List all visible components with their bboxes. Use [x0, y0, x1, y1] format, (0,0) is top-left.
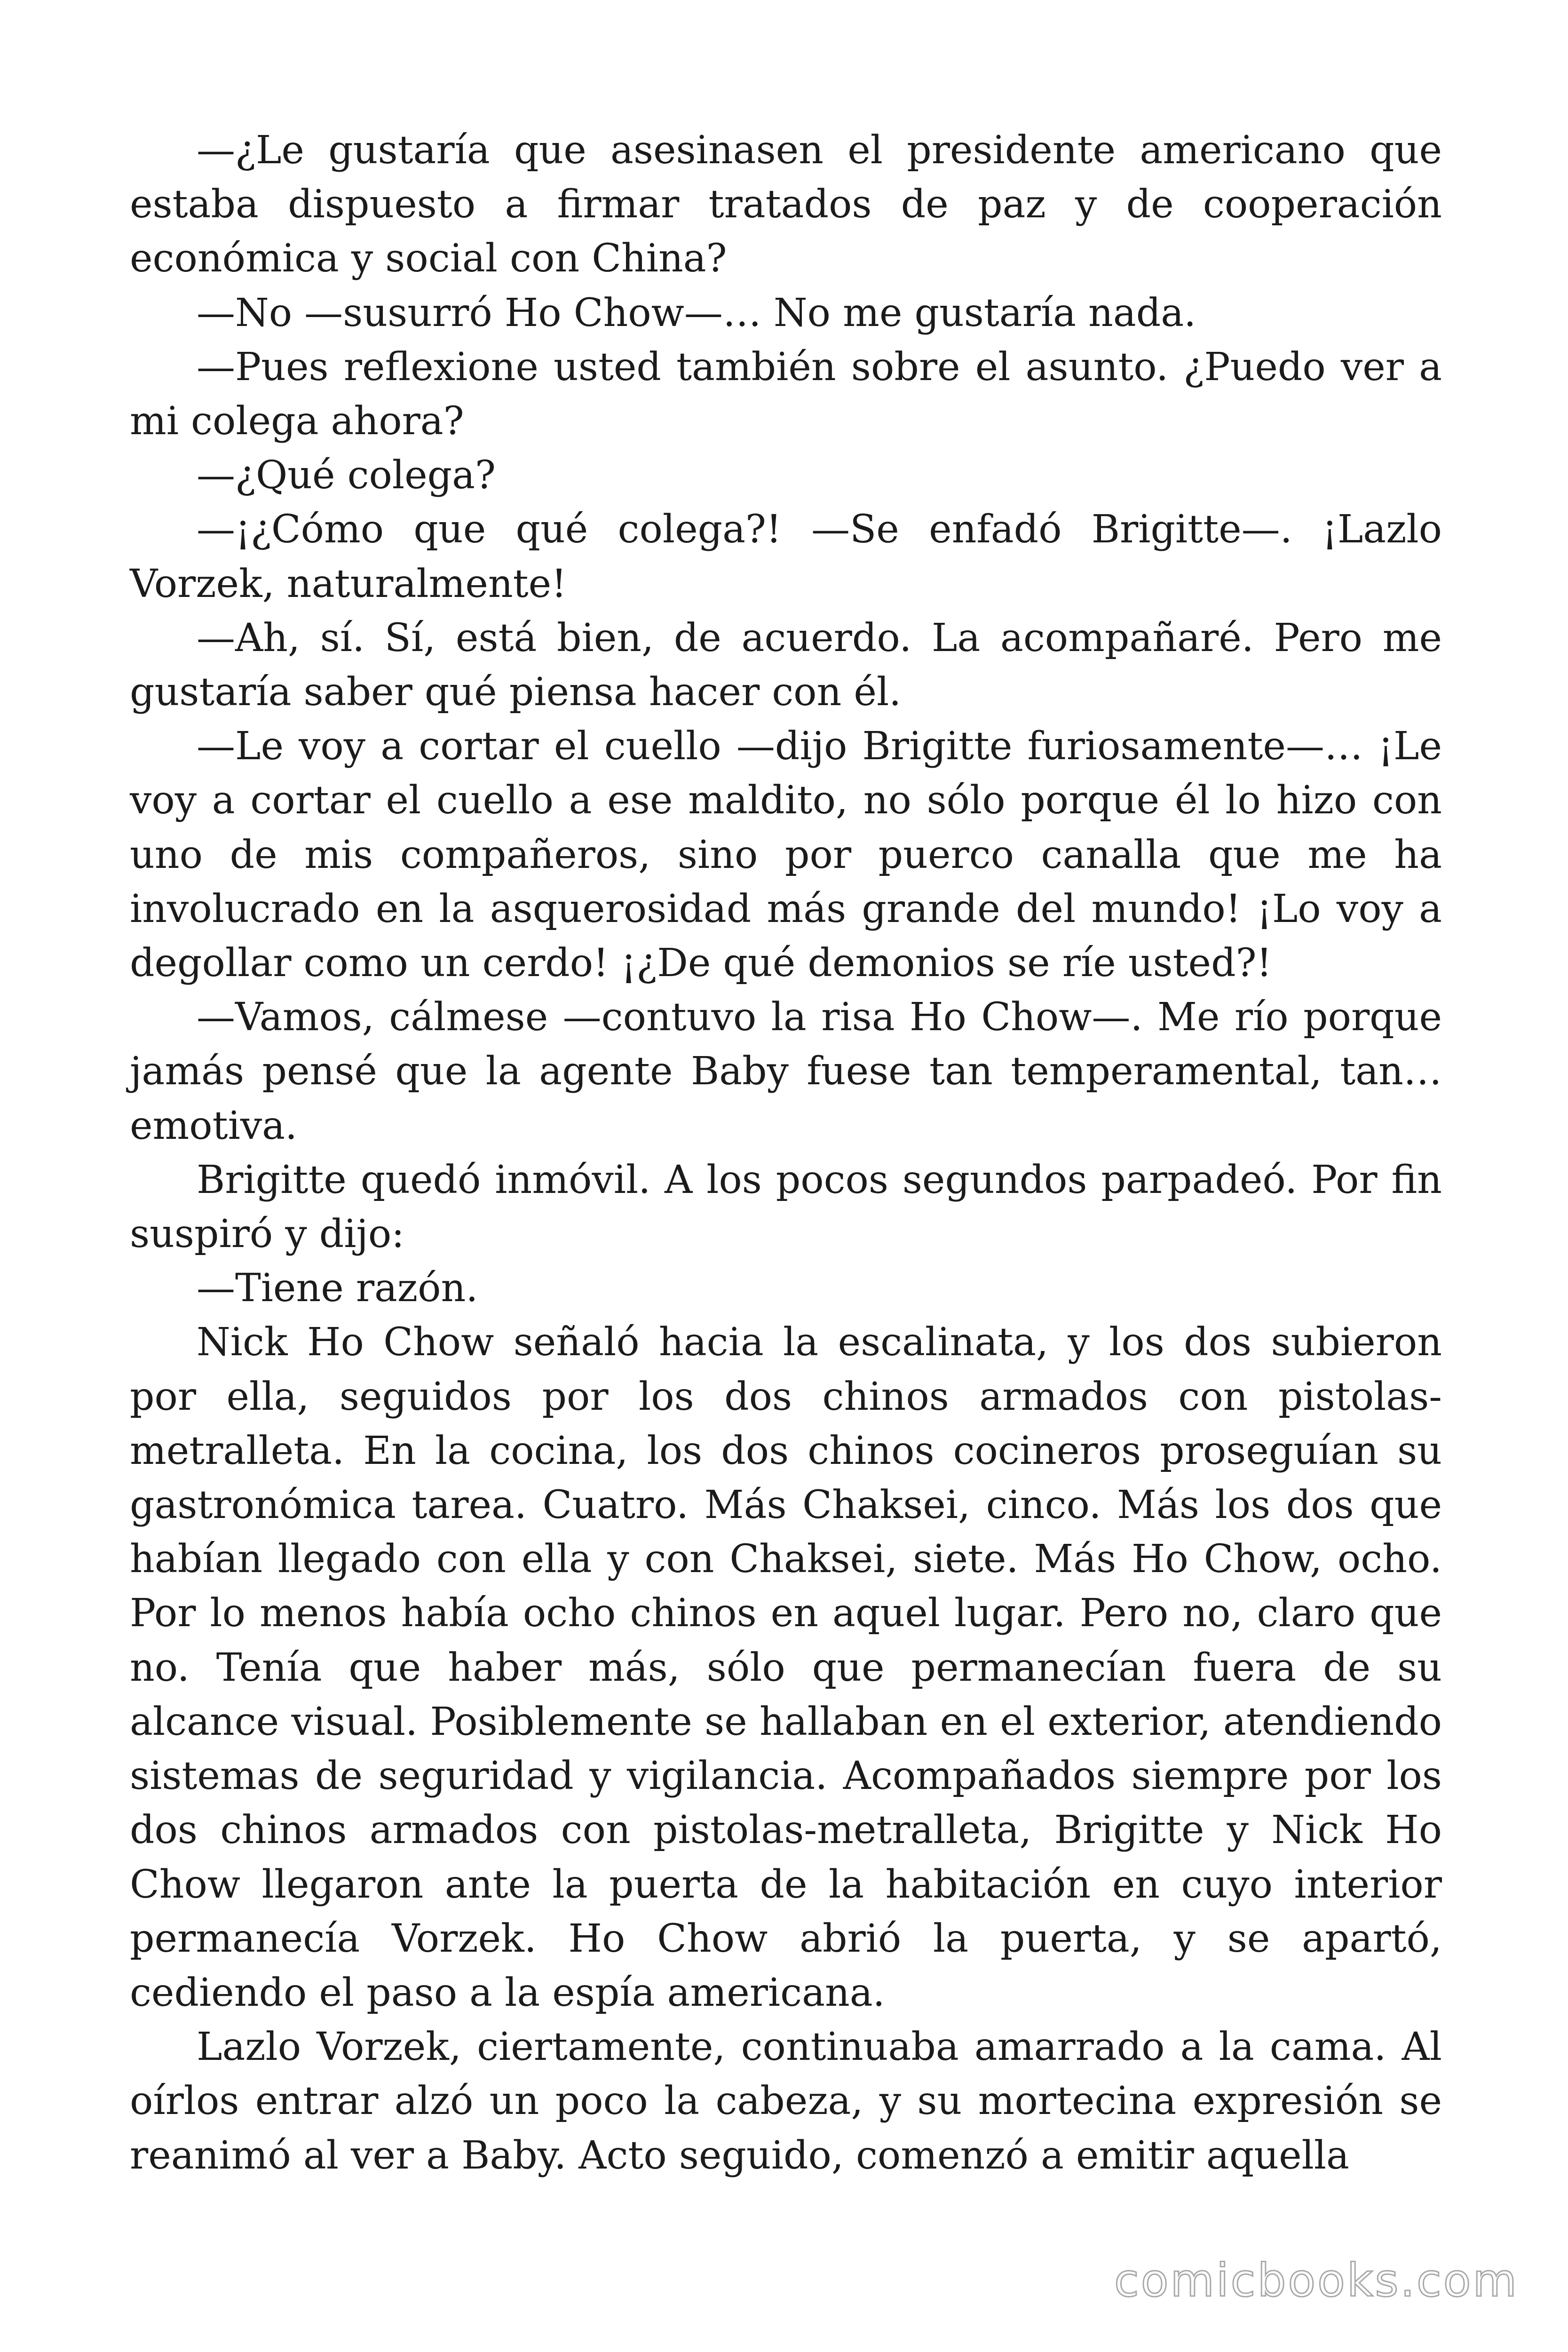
- paragraph-5: —¡¿Cómo que qué colega?! —Se enfadó Brigitte—. ¡Lazlo Vorzek, naturalmente!: [130, 507, 1442, 606]
- paragraph-6: —Ah, sí. Sí, está bien, de acuerdo. La acompañaré. Pero me gustaría saber qué piensa hacer con él.: [130, 615, 1442, 715]
- paragraph-7: —Le voy a cortar el cuello —dijo Brigitte furiosamente—… ¡Le voy a cortar el cuello a ese maldito, no sólo porque él lo hizo con uno de mis compañeros, sino por puerco canalla que me ha involucrado en la asquerosidad más grande del mundo! ¡Lo voy a degollar como un cerdo! ¡¿De qué demonios se ríe usted?!: [130, 724, 1442, 986]
- watermark-text: comicbooks.com: [1114, 2254, 1519, 2307]
- paragraph-2: —No —susurró Ho Chow—… No me gustaría nada.: [197, 290, 1196, 335]
- paragraph-4: —¿Qué colega?: [197, 453, 496, 498]
- paragraph-11: Nick Ho Chow señaló hacia la escalinata, y los dos subieron por ella, seguidos por los dos chinos armados con pistolas-metralleta. En la cocina, los dos chinos cocineros proseguían su gastronómica tarea. Cuatro. Más Chaksei, cinco. Más los dos que habían llegado con ella y con Chaksei, siete. Más Ho Chow, ocho. Por lo menos había ocho chinos en aquel lugar. Pero no, claro que no. Tenía que haber más, sólo que permanecían fuera de su alcance visual. Posiblemente se hallaban en el exterior, atendiendo sistemas de seguridad y vigilancia. Acompañados siempre por los dos chinos armados con pistolas-metralleta, Brigitte y Nick Ho Chow llegaron ante la puerta de la habitación en cuyo interior permanecía Vorzek. Ho Chow abrió la puerta, y se apartó, cediendo el paso a la espía americana.: [130, 1320, 1442, 2015]
- paragraph-12: Lazlo Vorzek, ciertamente, continuaba amarrado a la cama. Al oírlos entrar alzó un poco la cabeza, y su mortecina expresión se reanimó al ver a Baby. Acto seguido, comenzó a emitir aquella: [130, 2025, 1442, 2178]
- paragraph-10: —Tiene razón.: [197, 1266, 478, 1311]
- body-text: [130, 123, 1442, 2183]
- paragraph-9: Brigitte quedó inmóvil. A los pocos segundos parpadeó. Por fin suspiró y dijo:: [130, 1157, 1442, 1257]
- paragraph-3: —Pues reflexione usted también sobre el asunto. ¿Puedo ver a mi colega ahora?: [130, 344, 1442, 444]
- paragraph-1: —¿Le gustaría que asesinasen el presidente americano que estaba dispuesto a firmar tratados de paz y de cooperación económica y social con China?: [130, 128, 1442, 281]
- paragraph-8: —Vamos, cálmese —contuvo la risa Ho Chow—. Me río porque jamás pensé que la agente Baby fuese tan temperamental, tan… emotiva.: [130, 995, 1442, 1148]
